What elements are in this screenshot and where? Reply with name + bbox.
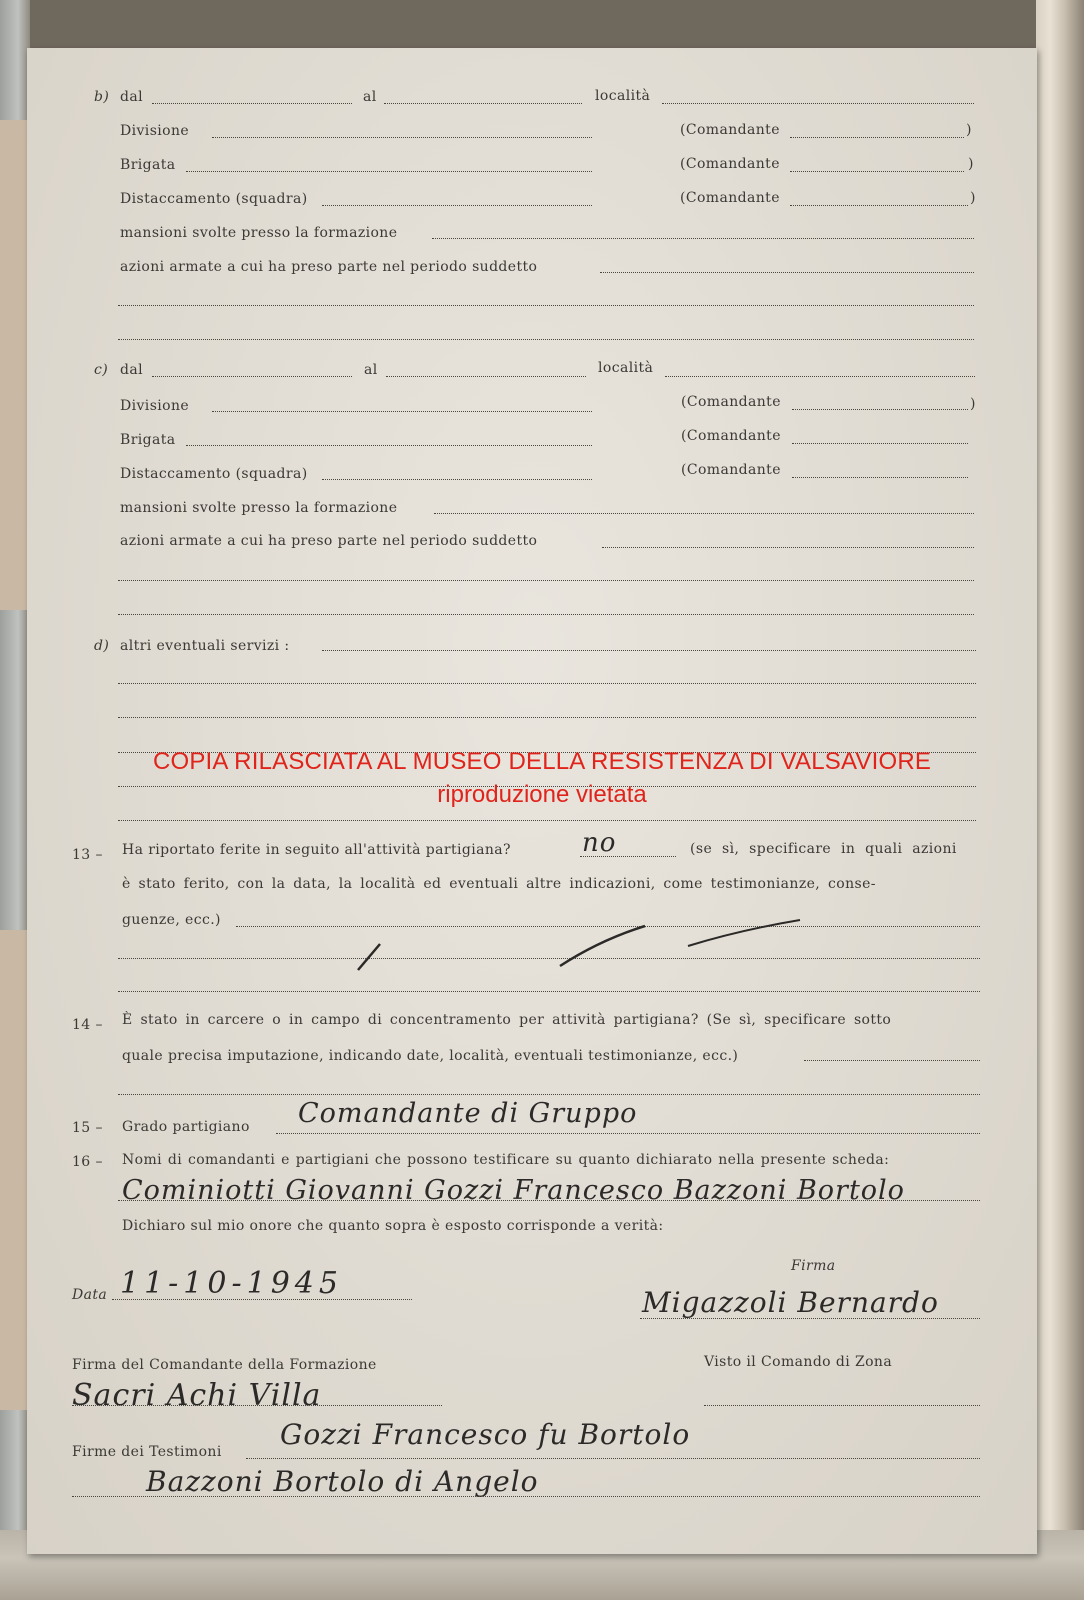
q13-instructions: (se sì, specificare in quali azioni xyxy=(690,841,957,857)
q15-answer: Comandante di Gruppo xyxy=(298,1098,638,1129)
section-c-dal-label: dal xyxy=(120,362,143,378)
section-c-al-label: al xyxy=(364,362,378,378)
section-c-close-paren: ) xyxy=(970,396,976,412)
section-b-comandante-label: (Comandante xyxy=(680,156,780,172)
section-c-brigata-label: Brigata xyxy=(120,432,176,448)
q14-number: 14 – xyxy=(72,1017,103,1033)
q13-question: Ha riportato ferite in seguito all'attività partigiana? xyxy=(122,842,511,858)
section-b-azioni-label: azioni armate a cui ha preso parte nel periodo suddetto xyxy=(120,259,538,275)
section-c-divisione-label: Divisione xyxy=(120,398,190,414)
section-b-comandante-label: (Comandante xyxy=(680,190,780,206)
museum-copy-notice: COPIA RILASCIATA AL MUSEO DELLA RESISTENZA DI VALSAVIORE xyxy=(152,748,932,775)
section-b-localita-label: località xyxy=(595,88,651,104)
section-c-marker: c) xyxy=(94,362,109,378)
section-d-marker: d) xyxy=(94,638,110,654)
q15-number: 15 – xyxy=(72,1120,103,1136)
section-c-comandante-label: (Comandante xyxy=(681,462,781,478)
comandante-signature: Sacri Achi Villa xyxy=(72,1378,322,1413)
q16-label: Nomi di comandanti e partigiani che possono testificare su quanto dichiarato nella presente scheda: xyxy=(122,1152,890,1168)
section-c-localita-label: località xyxy=(598,360,654,376)
q13-number: 13 – xyxy=(72,847,103,863)
testimone-2-signature: Bazzoni Bortolo di Angelo xyxy=(146,1465,539,1498)
pen-stroke xyxy=(560,926,645,966)
section-b-dal-label: dal xyxy=(120,89,143,105)
section-b-brigata-label: Brigata xyxy=(120,157,176,173)
section-b-al-label: al xyxy=(363,89,377,105)
q14-question-2: quale precisa imputazione, indicando date, località, eventuali testimonianze, ecc.) xyxy=(122,1048,739,1064)
firma-signature: Migazzoli Bernardo xyxy=(642,1286,939,1319)
section-c-comandante-label: (Comandante xyxy=(681,428,781,444)
q14-question: È stato in carcere o in campo di concentramento per attività partigiana? (Se sì, specificare sotto xyxy=(122,1012,892,1028)
section-b-divisione-label: Divisione xyxy=(120,123,190,139)
comando-zona-label: Visto il Comando di Zona xyxy=(704,1354,893,1370)
q15-label: Grado partigiano xyxy=(122,1119,250,1135)
q16-answer: Cominiotti Giovanni Gozzi Francesco Bazzoni Bortolo xyxy=(122,1175,905,1206)
q13-answer: no xyxy=(582,828,617,858)
section-c-azioni-label: azioni armate a cui ha preso parte nel periodo suddetto xyxy=(120,533,538,549)
section-b-mansioni-label: mansioni svolte presso la formazione xyxy=(120,225,398,241)
section-b-close-paren: ) xyxy=(970,190,976,206)
declaration-text: Dichiaro sul mio onore che quanto sopra è esposto corrisponde a verità: xyxy=(122,1218,664,1234)
section-b-close-paren: ) xyxy=(968,156,974,172)
reproduction-prohibited-notice: riproduzione vietata xyxy=(437,781,647,808)
data-value: 11-10-1945 xyxy=(120,1266,343,1301)
section-c-mansioni-label: mansioni svolte presso la formazione xyxy=(120,500,398,516)
section-b-close-paren: ) xyxy=(966,122,972,138)
pen-stroke xyxy=(358,944,380,970)
section-c-comandante-label: (Comandante xyxy=(681,394,781,410)
section-d-label: altri eventuali servizi : xyxy=(120,638,290,654)
testimone-1-signature: Gozzi Francesco fu Bortolo xyxy=(280,1418,691,1451)
comandante-formazione-label: Firma del Comandante della Formazione xyxy=(72,1357,377,1373)
section-b-marker: b) xyxy=(94,89,110,105)
q13-instructions-2: è stato ferito, con la data, la località ed eventuali altre indicazioni, come testimonianze, conse- xyxy=(122,876,876,892)
q13-instructions-3: guenze, ecc.) xyxy=(122,912,221,928)
firma-label: Firma xyxy=(791,1258,836,1274)
data-label: Data xyxy=(72,1287,108,1303)
section-b-distaccamento-label: Distaccamento (squadra) xyxy=(120,191,308,207)
section-b-comandante-label: (Comandante xyxy=(680,122,780,138)
section-c-distaccamento-label: Distaccamento (squadra) xyxy=(120,466,308,482)
pen-stroke xyxy=(688,920,800,946)
q16-number: 16 – xyxy=(72,1154,103,1170)
testimoni-label: Firme dei Testimoni xyxy=(72,1444,222,1460)
